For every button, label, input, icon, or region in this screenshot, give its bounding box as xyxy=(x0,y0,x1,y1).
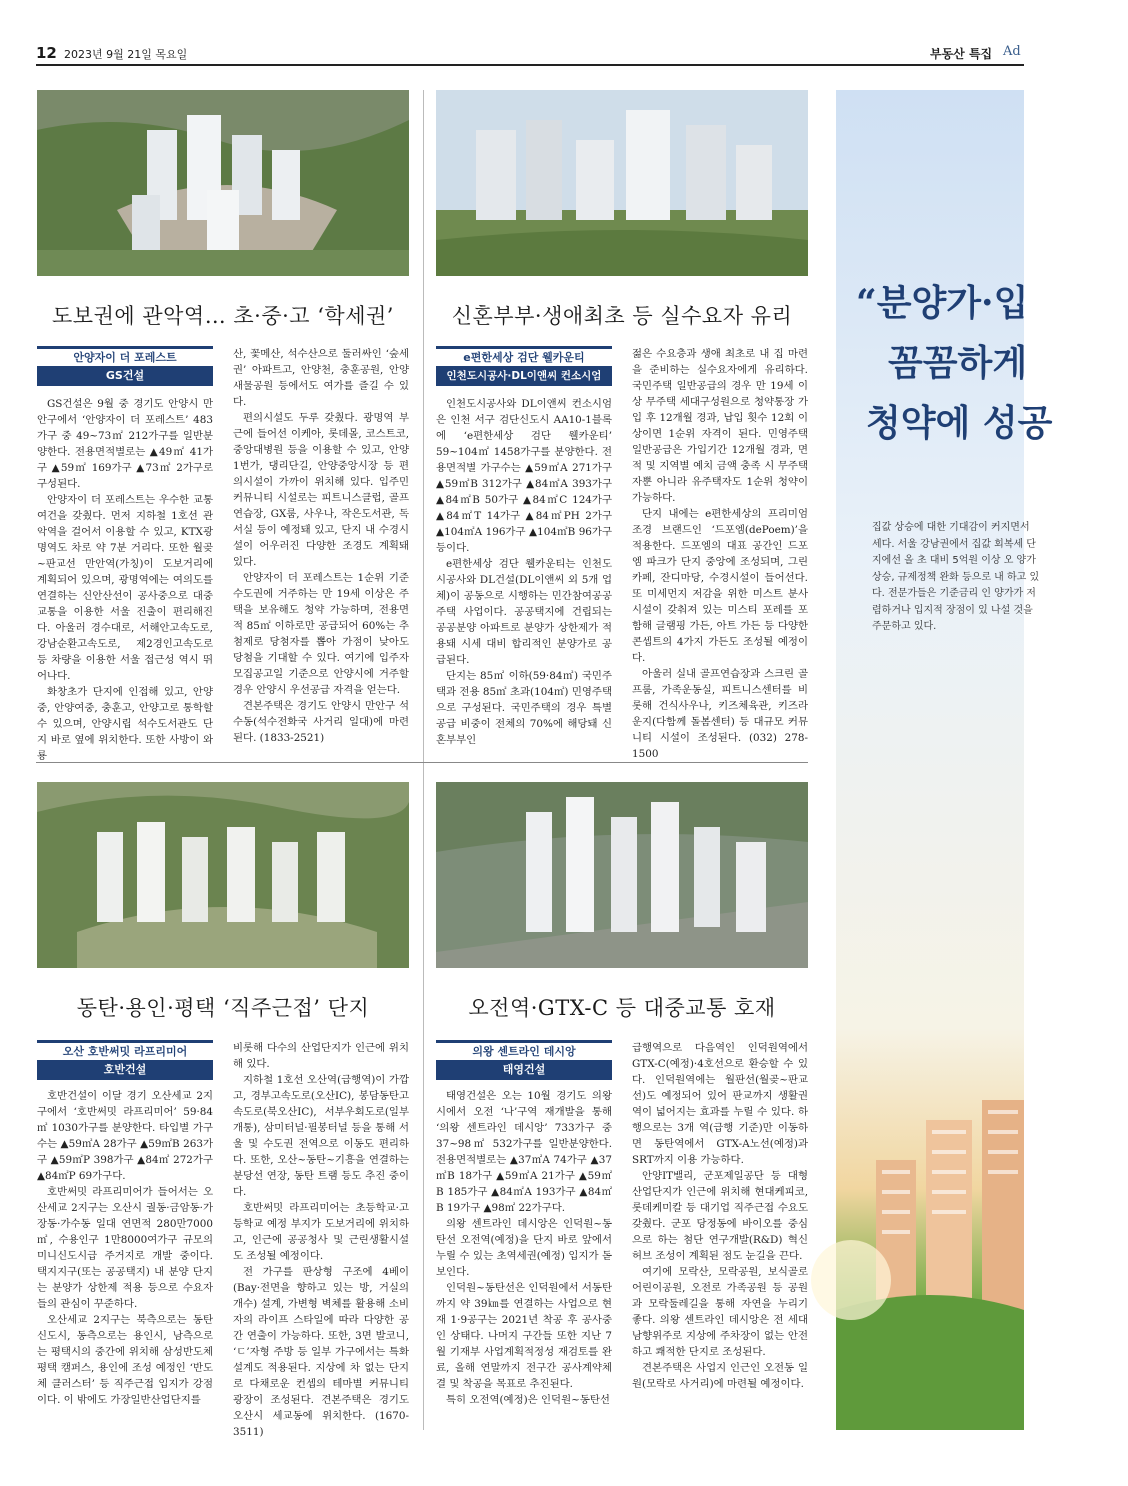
page-header xyxy=(0,0,1024,70)
article-photo xyxy=(436,782,808,968)
article-headline: 도보권에 관악역… 초·중·고 ‘학세권’ xyxy=(52,304,394,328)
paragraph: 여기에 모락산, 모락공원, 보식골로 어린이공원, 오전로 가족공원 등 공원과 모락둘레길을 통해 자연을 누리기 좋다. 의왕 센트라인 데시앙은 전 세대 남향위주로 지상에 주차장이 없는 안전하고 쾌적한 단지로 조성된다. xyxy=(632,1266,808,1358)
paragraph: 인덕원~동탄선은 인덕원에서 서동탄까지 약 39㎞를 연결하는 사업으로 현재 1·9공구는 2021년 착공 후 공사중인 상태다. 나머지 구간들 또한 지난 7월 기재부 사업계획적정성 재검토를 완료, 올해 연말까지 전구간 공사계약체결 및 착공을 목표로 추진된다. xyxy=(436,1282,612,1390)
ad-building-image xyxy=(836,1010,1024,1430)
paragraph: 호반써밋 라프리미어가 들어서는 오산세교 2지구는 오산시 궐동·금암동·가장동·가수동 일대 연면적 280만7000㎡, 수용인구 1만8000여가구 규모의 미니신도시급 주거지로 개발 중이다. 택지지구(또는 공공택지) 내 분양 단지는 분양가 상한제 적용 등으로 수요자들의 관심이 꾸준하다. xyxy=(37,1186,213,1310)
ad-headline-line1: “분양가·입 xyxy=(856,282,1029,324)
apartment-rendering-image xyxy=(37,782,409,968)
article-column-1 xyxy=(37,396,213,762)
ad-headline-line2: 꼼꼼하게 xyxy=(888,342,1028,384)
builder-name: 태영건설 xyxy=(436,1060,612,1080)
article-column-1 xyxy=(436,396,612,752)
paragraph: 단지는 85㎡ 이하(59·84㎡) 국민주택과 전용 85㎡ 초과(104㎡) 민영주택으로 구성된다. 국민주택의 경우 특별공급 비중이 전체의 70%에 해당돼 신혼부부인 xyxy=(436,670,612,746)
paragraph: 특히 오전역(예정)은 인덕원~동탄선 xyxy=(446,1394,610,1406)
builder-name: GS건설 xyxy=(37,366,213,386)
project-name: e편한세상 검단 웰카운티 xyxy=(436,346,612,366)
section-title: 부동산 특집 xyxy=(930,47,993,61)
paragraph: 단지 내에는 e편한세상의 프리미엄 조경 브랜드인 ‘드포엠(dePoem)’을 적용한다. 드포엠의 대표 공간인 드포엠 파크가 단지 중앙에 조성되며, 그린카페, 잔디마당, 수경시설이 들어선다. 또 미세먼지 저감을 위한 미스트 분사 시설이 갖춰져 있는 미스티 포레를 포함해 글램핑 가든, 아트 가든 등 다양한 콘셉트의 4가지 가든도 조성될 예정이다. xyxy=(632,508,808,664)
ad-panel xyxy=(836,90,1053,1430)
paragraph: 안양자이 더 포레스트는 우수한 교통 여건을 갖췄다. 먼저 지하철 1호선 관악역을 걸어서 이용할 수 있고, KTX광명역도 차로 약 7분 거리다. 또한 월곶~판교선 만안역(가칭)이 도보거리에 계획되어 있으며, 광명역에는 여의도를 연결하는 신안산선이 공사중으로 대중 교통을 이용한 서울 진출이 편리해진다. 아울러 경수대로, 서해안고속도로, 강남순환고속도로, 제2경인고속도로 등 차량을 이용한 서울 접근성 역시 뛰어나다. xyxy=(37,494,213,682)
page-number: 12 xyxy=(36,44,57,62)
project-name: 안양자이 더 포레스트 xyxy=(37,346,213,366)
article-photo xyxy=(436,90,808,276)
article-headline: 신혼부부·생애최초 등 실수요자 유리 xyxy=(451,304,793,328)
article-photo xyxy=(37,90,409,276)
article-label xyxy=(436,346,612,386)
ad-headline-line3: 청약에 성공 xyxy=(866,402,1053,444)
paragraph: 안양자이 더 포레스트는 1순위 기준 수도권에 거주하는 만 19세 이상은 주택을 보유해도 청약 가능하며, 전용면적 85㎡ 이하로만 공급되어 60%는 추첨제로 당첨자를 뽑아 가점이 낮아도 당첨을 기대할 수 있다. 여기에 입주자 모집공고일 기준으로 안양시에 거주할 경우 안양시 우선공급 자격을 얻는다. xyxy=(233,572,409,696)
article-edaewoong-geomdan xyxy=(436,90,808,760)
paragraph: 안양IT밸리, 군포제일공단 등 대형 산업단지가 인근에 위치해 현대케피코, 롯데케미칼 등 대기업 직주근접 수요도 갖췄다. 군포 당정동에 바이오를 중심으로 하는 첨단 연구개발(R&D) 혁신 허브 조성이 계획된 점도 눈길을 끈다. xyxy=(632,1170,808,1262)
paragraph: 전 가구를 판상형 구조에 4베이(Bay·전면을 향하고 있는 방, 거실의 개수) 설계, 가변형 벽체를 활용해 소비자의 라이프 스타일에 따라 다양한 공간 연출이 가능하다. 또한, 3면 발코니, ‘ㄷ’자형 주방 등 일부 가구에서는 특화 설계도 적용된다. 지상에 차 없는 단지로 다채로운 컨셉의 테마별 커뮤니티 광장이 조성된다. 견본주택은 경기도 오산시 세교동에 위치한다. (1670-3511) xyxy=(233,1266,409,1438)
paragraph: 호반건설이 이달 경기 오산세교 2지구에서 ‘호반써밋 라프리미어’ 59·84㎡ 1030가구를 분양한다. 타입별 가구수는 ▲59㎡A 28가구 ▲59㎡B 263가구 ▲59㎡P 398가구 ▲84㎡ 272가구 ▲84㎡P 69가구다. xyxy=(37,1090,213,1182)
paragraph: 견본주택은 사업지 인근인 오전동 일원(모락로 사거리)에 마련될 예정이다. xyxy=(632,1362,808,1390)
paragraph: 오산세교 2지구는 북측으로는 동탄신도시, 동측으로는 용인시, 남측으로는 평택시의 중간에 위치해 삼성반도체 평택 캠퍼스, 용인에 조성 예정인 ‘반도체 클러스터’ 등 직주근접 입지가 강점이다. 이 밖에도 가장일반산업단지를 xyxy=(37,1314,213,1406)
paragraph: GS건설은 9월 중 경기도 안양시 만안구에서 ‘안양자이 더 포레스트’ 483가구 중 49~73㎡ 212가구를 일반분양한다. 전용면적별로는 ▲49㎡ 41가구 ▲59㎡ 169가구 ▲73㎡ 2가구로 구성된다. xyxy=(37,398,213,490)
paragraph: 비롯해 다수의 산업단지가 인근에 위치해 있다. xyxy=(233,1042,409,1070)
paragraph: 산, 꽃메산, 석수산으로 둘러싸인 ‘숲세권’ 아파트고, 안양천, 충훈공원, 안양새물공원 등에서도 여가를 즐길 수 있다. xyxy=(233,348,409,408)
article-column-2 xyxy=(632,1040,808,1430)
article-headline: 오전역·GTX-C 등 대중교통 호재 xyxy=(468,996,776,1020)
article-hoban-summit xyxy=(37,782,409,1438)
article-label xyxy=(37,1040,213,1080)
paragraph: 호반써밋 라프리미어는 초등학교·고등학교 예정 부지가 도보거리에 위치하고, 인근에 공공청사 및 근린생활시설도 조성될 예정이다. xyxy=(233,1202,409,1262)
article-column-2 xyxy=(233,346,409,752)
project-name: 오산 호반써밋 라프리미어 xyxy=(37,1040,213,1060)
article-column-2 xyxy=(632,346,808,760)
apartment-rendering-image xyxy=(436,782,808,968)
project-name: 의왕 센트라인 데시앙 xyxy=(436,1040,612,1060)
article-photo xyxy=(37,782,409,968)
article-headline: 동탄·용인·평택 ‘직주근접’ 단지 xyxy=(76,996,370,1020)
paragraph: 아울러 실내 골프연습장과 스크린 골프룸, 가족운동실, 피트니스센터를 비롯해 건식사우나, 키즈체육관, 키즈라운지(다함께 돌봄센터) 등 대규모 커뮤니티 시설이 조성된다. (032) 278-1500 xyxy=(632,668,808,760)
paragraph: e편한세상 검단 웰카운티는 인천도시공사와 DL건설(DL이앤씨 외 5개 업체)이 공동으로 시행하는 민간참여공공주택 사업이다. 공공택지에 건립되는 공공분양 아파트로 분양가 상한제가 적용돼 시세 대비 합리적인 분양가로 공급된다. xyxy=(436,558,612,666)
ad-mark: Ad xyxy=(1003,44,1021,59)
column-divider xyxy=(423,90,424,1430)
apartment-rendering-image xyxy=(436,90,808,276)
article-label xyxy=(37,346,213,386)
apartment-rendering-image xyxy=(37,90,409,276)
article-label xyxy=(436,1040,612,1080)
paragraph: 급행역으로 다음역인 인덕원역에서 GTX-C(예정)·4호선으로 환승할 수 있다. 인덕원역에는 월판선(월곶~판교선)도 예정되어 있어 판교까지 생활권역이 넓어지는 효과를 누릴 수 있다. 하행으로는 3개 역(급행 기준)만 이동하면 동탄역에서 GTX-A노선(예정)과 SRT까지 이용 가능하다. xyxy=(632,1042,808,1166)
issue-date: 2023년 9월 21일 목요일 xyxy=(64,48,188,61)
paragraph: 태영건설은 오는 10월 경기도 의왕시에서 오전 ‘나’구역 재개발을 통해 ‘의왕 센트라인 데시앙’ 733가구 중 37~98㎡ 532가구를 일반분양한다. 전용면적별로는 ▲37㎡A 74가구 ▲37㎡B 18가구 ▲59㎡A 21가구 ▲59㎡B 185가구 ▲84㎡A 193가구 ▲84㎡B 19가구 ▲98㎡ 22가구다. xyxy=(436,1090,612,1214)
paragraph: 견본주택은 경기도 안양시 만안구 석수동(석수전화국 사거리 일대)에 마련된다. (1833-2521) xyxy=(233,700,409,744)
article-column-2 xyxy=(233,1040,409,1438)
paragraph: 젊은 수요층과 생애 최초로 내 집 마련을 준비하는 실수요자에게 유리하다. 국민주택 일반공급의 경우 만 19세 이상 무주택 세대구성원으로 청약통장 가입 후 12개월 경과, 납입 횟수 12회 이상이면 1순위 자격이 된다. 민영주택 일반공급은 가입기간 12개월 경과, 면적 및 지역별 예치 금액 충족 시 무주택자뿐 아니라 유주택자도 1순위 청약이 가능하다. xyxy=(632,348,808,504)
article-centraline-desian xyxy=(436,782,808,1432)
paragraph: 의왕 센트라인 데시앙은 인덕원~동탄선 오전역(예정)을 단지 바로 앞에서 누릴 수 있는 초역세권(예정) 입지가 돋보인다. xyxy=(436,1218,612,1278)
article-anyang-xi xyxy=(37,90,409,760)
header-rule xyxy=(36,64,1024,66)
paragraph: 화창초가 단지에 인접해 있고, 안양중, 안양여중, 충훈고, 안양고로 통학할 수 있으며, 안양시립 석수도서관도 단지 바로 옆에 위치한다. 또한 사방이 와룡 xyxy=(37,686,213,762)
article-column-1 xyxy=(37,1088,213,1430)
paragraph: 편의시설도 두루 갖췄다. 광명역 부근에 들어선 이케아, 롯데몰, 코스트코, 중앙대병원 등을 이용할 수 있고, 안양1번가, 댕리단길, 안양중앙시장 등 편의시설이 가까이 위치해 있다. 입주민 커뮤니티 시설로는 피트니스클럽, 골프연습장, GX룸, 사우나, 작은도서관, 독서실 등이 예정돼 있고, 단지 내 수경시설이 어우러진 다양한 조경도 계획돼 있다. xyxy=(233,412,409,568)
article-column-1 xyxy=(436,1088,612,1430)
builder-name: 호반건설 xyxy=(37,1060,213,1080)
paragraph: 지하철 1호선 오산역(급행역)이 가깝고, 경부고속도로(오산IC), 봉담동탄고속도로(북오산IC), 서부우회도로(일부 개통), 삼미터널·필봉터널 등을 통해 서울 및 수도권 전역으로 이동도 편리하다. 또한, 오산~동탄~기흥을 연결하는 분당선 연장, 동탄 트램 등도 추진 중이다. xyxy=(233,1074,409,1198)
ad-body-text: 집값 상승에 대한 기대감이 커지면서 세다. 서울 강남권에서 집값 회복세 단지에선 올 초 대비 5억원 이상 오 양가 상승, 규제정책 완화 등으로 내 하고 있다. 전문가들은 기준금리 인 양가가 저렴하거나 입지적 장점이 있 나설 것을 주문하고 있다. xyxy=(872,522,1040,632)
builder-name: 인천도시공사·DL이앤씨 컨소시엄 xyxy=(436,366,612,386)
paragraph: 인천도시공사와 DL이앤씨 컨소시엄은 인천 서구 검단신도시 AA10-1블록에 ‘e편한세상 검단 웰카운티’ 59~104㎡ 1458가구를 분양한다. 전용면적별 가구수는 ▲59㎡A 271가구 ▲59㎡B 312가구 ▲84㎡A 393가구 ▲84㎡B 50가구 ▲84㎡C 124가구 ▲84㎡T 14가구 ▲84㎡PH 2가구 ▲104㎡A 196가구 ▲104㎡B 96가구 등이다. xyxy=(436,398,612,554)
